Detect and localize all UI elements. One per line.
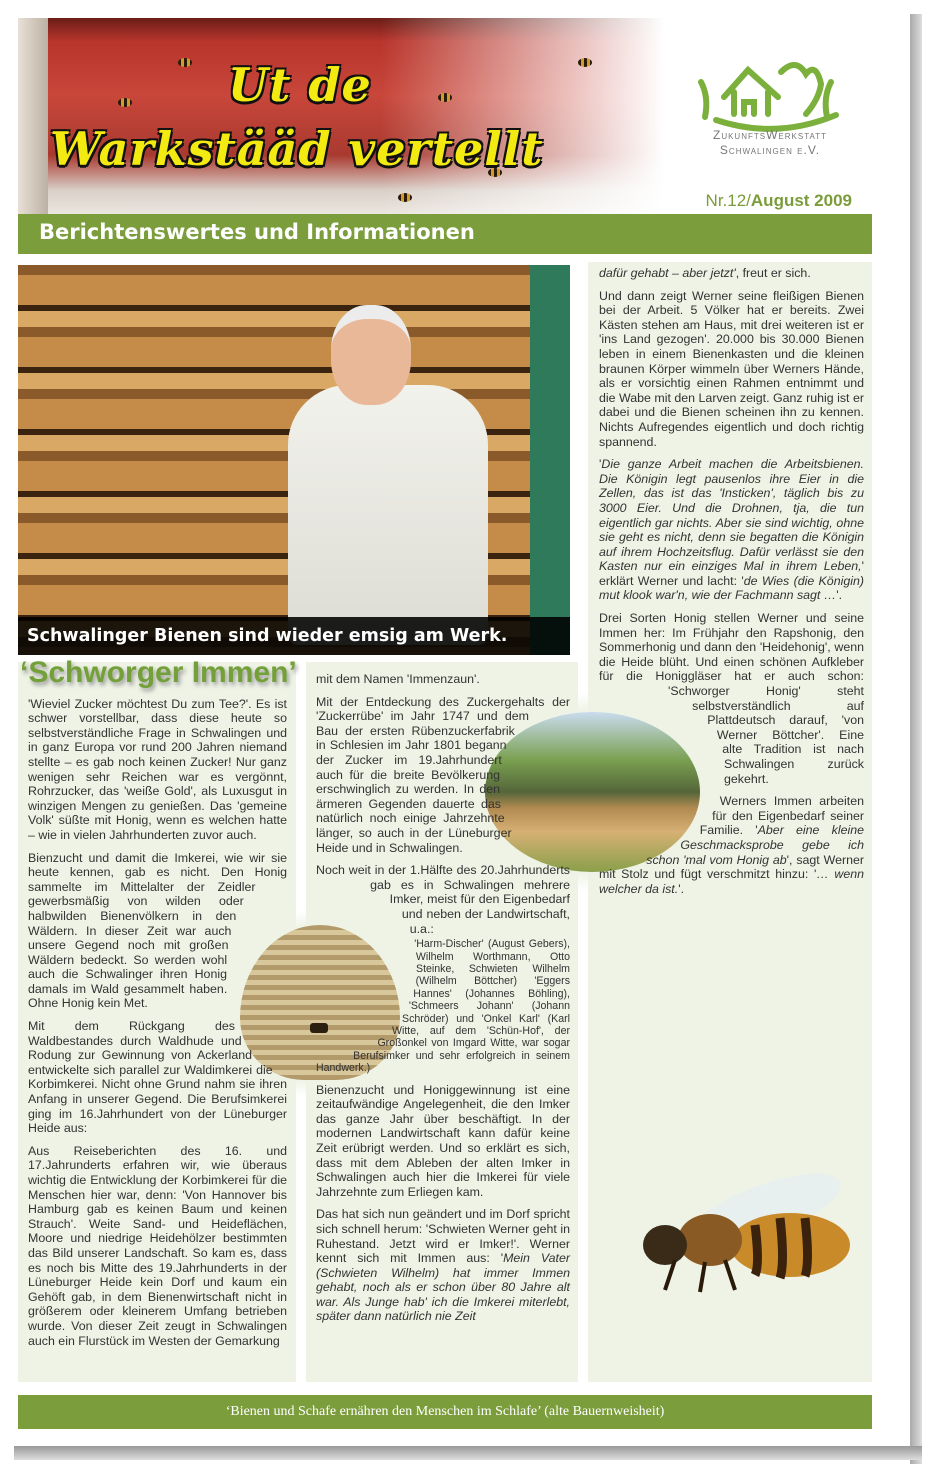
text-segment: Bienenzucht und Honiggewinnung ist eine zeitaufwändige Angelegenheit, die den Imker das ganze Jahr über beschäftigt. In der modernen Landwirtschaft kann dafür keine Zeit erübrigt werden. Und so erklärt es sich, dass mit dem Ableben der alten Imker in Schwalingen auch hier die Imkerei für viele Jahrzehnte zum Erliegen kam. <box>316 1082 570 1199</box>
text-segment: , freut er sich. <box>735 266 811 280</box>
header-banner <box>18 18 678 214</box>
paragraph <box>28 697 287 843</box>
quote-text: dafür gehabt – aber jetzt' <box>599 266 736 280</box>
text-segment: '. <box>678 881 685 896</box>
text-segment: Aus Reiseberichten des 16. und 17.Jahrunderts erfahren wir, wie überaus wichtig die Entwicklung der Korbimkerei für die Menschen hier war, denn: 'Von Hannover bis Hamburg gab es keinen Baum und keinen Strauch'. Weite Sand- und Heideflächen, Moore und niedrige Heidehölzer bestimmten das Bild unserer Landschaft. So kam es, dass es noch bis Mitte des 19.Jahrhunderts in der Lüneburger Heide kein Dorf und kaum ein Gehöft gab, in dem Bienenwirtschaft nicht in größerem oder kleinerem Umfang betrieben wurde. Von dieser Zeit zeugt in Schwalingen auch ein Flurstück im Westen der Gemarkung <box>28 1143 287 1348</box>
bee-icon <box>398 193 412 202</box>
issue-date: August 2009 <box>750 191 852 210</box>
text-segment: mit dem Namen 'Immenzaun'. <box>316 672 480 686</box>
paragraph <box>28 1144 287 1348</box>
page-shadow <box>910 14 922 1464</box>
paragraph <box>316 1207 570 1324</box>
paragraph <box>599 457 864 603</box>
bee-icon <box>118 98 132 107</box>
text-segment: ' <box>599 457 602 472</box>
quote-text: Mein Vater (Schwieten Wilhelm) hat immer Immen gehabt, noch als er schon über 80 Jahre alt war. Als Junge hab' ich die Imkerei miterlebt, später dann natürlich nie Zeit <box>316 1251 570 1324</box>
beekeeper-figure <box>288 385 488 645</box>
paragraph <box>316 1083 570 1200</box>
article-column-middle <box>306 662 578 1382</box>
paragraph <box>316 672 570 687</box>
footer-quote: ‘Bienen und Schafe ernähren den Menschen im Schlafe’ (alte Bauernweisheit) <box>18 1395 872 1429</box>
paragraph <box>599 289 864 450</box>
bee-icon <box>578 58 592 67</box>
quote-text: … wenn welcher da ist. <box>599 867 864 896</box>
text-segment: Und dann zeigt Werner seine fleißigen Bienen bei der Arbeit. 5 Völker hat er bereits. Zwei Kästen stehen am Haus, mit drei weiteren ist er 'ins Land gezogen'. 20.000 bis 30.000 Bienen leben in einem Bienenkasten und die kleinen braunen Körper wimmeln über Werners Hände, als er vorsichtig einen Rahmen entnimmt und die Wabe mit den Larven zeigt. Ganz ruhig ist er dabei und die Bienen scheinen ihn zu kennen. Nichts Aufregendes eigentlich und doch richtig spannend. <box>599 288 864 449</box>
logo-text-line1: ZukunftsWerkstatt <box>712 128 828 142</box>
logo-text-line2: Schwalingen e.V. <box>719 143 821 157</box>
newsletter-title-line1: Ut de <box>228 58 372 112</box>
text-segment: 'Harm-Discher' (August Gebers), Wilhelm Worthmann, Otto Steinke, Schwieten Wilhelm (Wilhelm Böttcher) 'Eggers Hannes' (Johannes Böhling), 'Schmeers Johann' (Johann Schröder) und 'Onkel Karl' (Karl Witte, auf dem 'Schün-Hof', der Großonkel von Imgard Witte, war sogar Berufsimker und sehr erfolgreich in seinem Handwerk.) <box>316 938 570 1075</box>
bee-icon <box>178 58 192 67</box>
issue-number: Nr.12/ <box>705 191 751 210</box>
text-segment: 'Wieviel Zucker möchtest Du zum Tee?'. Es ist schwer vorstellbar, dass diese heute so selbstverständliche Frage in Schwalingen und in ganz Europa vor rund 200 Jahren niemand stellte – es gab noch keinen Zucker! Nur ganz wenigen sehr Reichen war es vergönnt, Rohrzucker, das 'weiße Gold', als Luxusgut in winzigen Mengen zu genießen. Das 'gemeine Volk' süßte mit Honig, wenn es welchen hatte – wie in vielen Jahrhunderten zuvor auch. <box>28 696 287 842</box>
hive-frame <box>18 18 48 214</box>
article-column-left <box>18 656 297 1382</box>
section-title: Berichtenswertes und Informationen <box>18 214 872 254</box>
beekeeper-photo <box>18 265 570 655</box>
text-segment: Das hat sich nun geändert und im Dorf spricht sich schnell herum: 'Schwieten Werner geht in Ruhestand. Jetzt wird er Imker!'. Werner kennt sich mit Immen aus: ' <box>316 1207 570 1266</box>
quote-text: Aber eine kleine Geschmacksprobe gebe ich schon 'mal vom Honig ab <box>646 823 865 867</box>
bee-icon <box>438 93 452 102</box>
text-segment: Mit dem Rückgang des Waldbestandes durch Waldhude und Rodung zur Gewinnung von Ackerland entwickelte sich parallel zur Waldimkerei die Korbimkerei. Nicht ohne Grund nahm sie ihren Anfang in unserer Gegend. Die Berufsimkerei ging im 16.Jahrhundert von der Lüneburger Heide aus: <box>28 1019 287 1136</box>
issue-label <box>706 191 852 211</box>
hive-side <box>530 265 570 655</box>
paragraph <box>599 266 864 281</box>
text-segment: Mit der Entdeckung des Zuckergehalts der 'Zuckerrübe' im Jahr 1747 und dem Bau der ersten Rübenzuckerfabrik in Schlesien im Jahr 1801 begann der Zucker im 19.Jahrhundert auch für die breite Bevölkerung erschwinglich zu werden. In den ärmeren Gegenden dauerte das natürlich noch einige Jahrzehnte länger, so auch in der Lüneburger Heide und in Schwalingen. <box>316 694 570 855</box>
quote-text: Die ganze Arbeit machen die Arbeitsbienen. Die Königin legt pausenlos ihre Eier in die Zellen, das ist das 'Insticken', täglich bis zu 3000 Eier. Und die Drohnen, tja, die tun eigentlich gar nichts. Aber sie sind wichtig, ohne sie geht es nicht, denn sie begatten die Königin auf ihrem Hochzeitsflug. Dafür verlässt sie den Kasten nur ein einziges Mal in ihrem Leben, <box>599 457 864 574</box>
photo-caption: Schwalinger Bienen sind wieder emsig am Werk. <box>18 617 570 655</box>
text-segment: '. <box>836 588 843 603</box>
text-segment: ', sagt Werner mit Stolz und fügt verschmitzt hinzu: ' <box>599 852 864 882</box>
article-heading: ‘Schworger Immen’ <box>20 656 297 689</box>
text-segment: ' erklärt Werner und lacht: ' <box>599 559 864 588</box>
newsletter-title-line2: Warkstääd vertellt <box>50 122 544 176</box>
text-segment: Werners Immen arbeiten für den Eigenbedarf seiner Familie. ' <box>699 794 864 838</box>
article-column-right <box>588 262 872 1382</box>
text-segment: Noch weit in der 1.Hälfte des 20.Jahrhunderts gab es in Schwalingen mehrere Imker, meist für den Eigenbedarf und neben der Landwirtschaft, u.a.: <box>316 863 570 936</box>
beekeeper-head <box>331 305 411 405</box>
logo-text <box>690 128 850 158</box>
text-segment: Bienzucht und damit die Imkerei, wie wir sie heute kennen, gab es nicht. Den Honig sammelte im Mittelalter der Zeidler gewerbsmäßig von wilden oder halbwilden Bienenvölkern in den Wäldern. In dieser Zeit war auch unsere Gegend noch mit großen Wäldern bedeckt. So werden wohl auch die Schwalinger ihren Honig damals im Wald gesammelt haben. Ohne Honig kein Met. <box>28 850 287 1011</box>
quote-text: de Wies (die Königin) mut klook war'n, wie der Fachmann sagt … <box>599 573 864 603</box>
text-segment: Drei Sorten Honig stellen Werner und seine Immen her: Im Frühjahr den Rapshonig, den Sommerhonig und dann den 'Heidehonig', wenn die Heide blüht. Und einen schönen Aufkleber für die Honiggläser hat er auch schon: 'Schworger Honig' steht selbstverständlich auf Plattdeutsch darauf, 'von Werner Böttcher'. Eine alte Tradition ist nach Schwalingen zurück gekehrt. <box>599 611 864 786</box>
page-shadow <box>14 1446 922 1460</box>
